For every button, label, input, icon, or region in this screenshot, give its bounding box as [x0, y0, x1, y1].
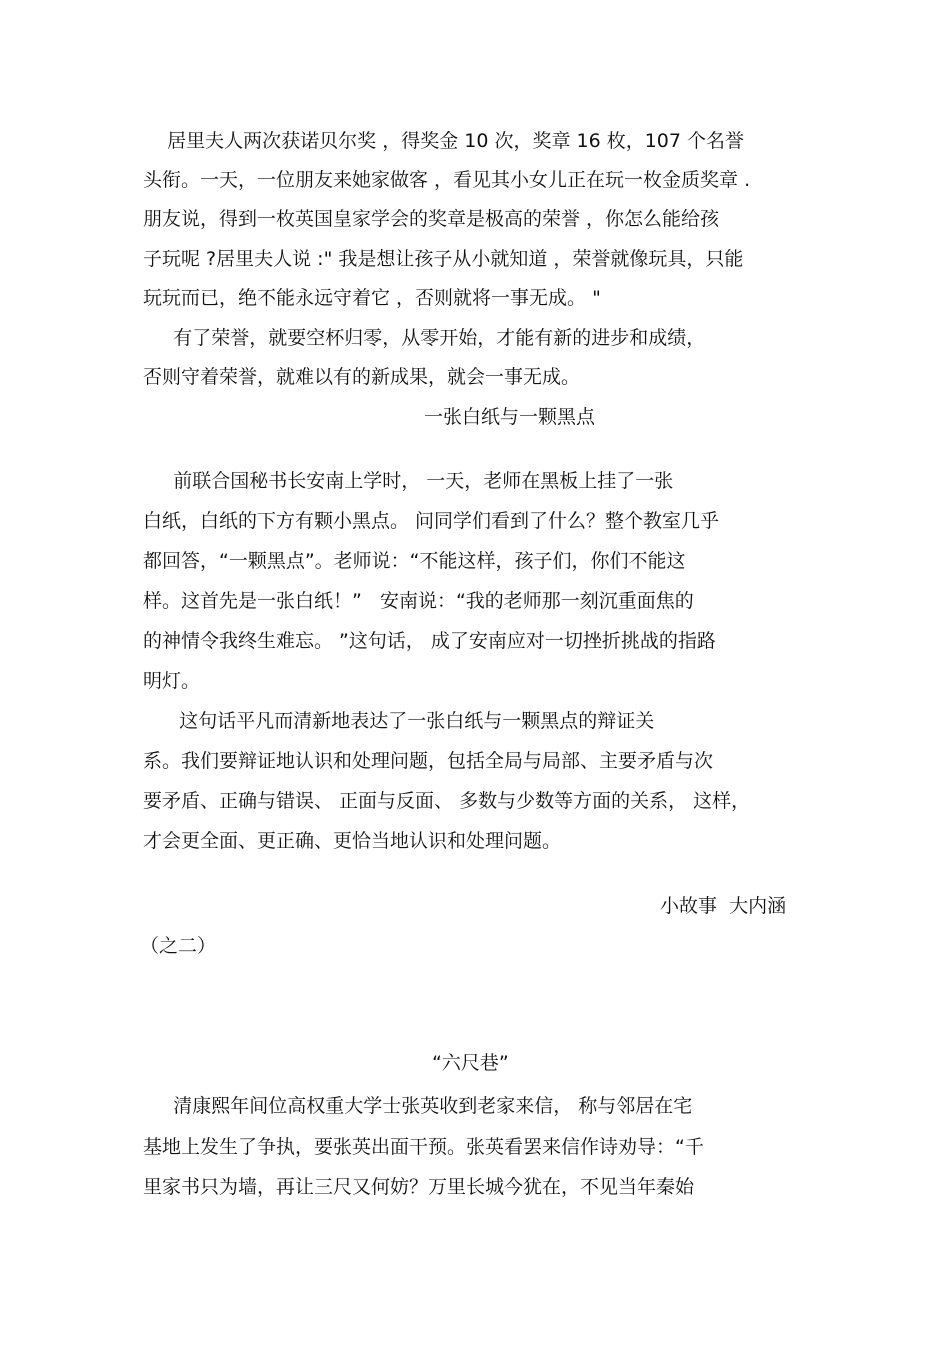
lane-story-title: “六尺巷”: [432, 1052, 509, 1074]
section-title: 小故事 大内涵: [660, 895, 787, 917]
section-subtitle: （之二）: [140, 935, 217, 957]
paper-comment-line: 才会更全面、更正确、更恰当地认识和处理问题。: [143, 830, 562, 852]
honor-story-line: 子玩呢 ?居里夫人说 :" 我是想让孩子从小就知道 ，荣誉就像玩具，只能: [143, 248, 744, 270]
honor-comment-line: 有了荣誉，就要空杯归零，从零开始，才能有新的进步和成绩，: [143, 327, 706, 349]
honor-story-line: 居里夫人两次获诺贝尔奖 ，得奖金 10 次，奖章 16 枚，107 个名誉: [143, 130, 745, 152]
honor-comment-line: 否则守着荣誉，就难以有的新成果，就会一事无成。: [143, 366, 581, 388]
paper-story-line: 白纸，白纸的下方有颗小黑点。 问同学们看到了什么？整个教室几乎: [143, 510, 720, 532]
paper-story-line: 前联合国秘书长安南上学时， 一天，老师在黑板上挂了一张: [143, 470, 674, 492]
paper-story-line: 的神情令我终生难忘。 ”这句话， 成了安南应对一切挫折挑战的指路: [143, 630, 716, 652]
honor-story-line: 玩玩而已，绝不能永远守着它 ，否则就将一事无成。 ": [143, 287, 601, 309]
paper-comment-line: 这句话平凡而清新地表达了一张白纸与一颗黑点的辩证关: [143, 710, 655, 732]
paper-story-title: 一张白纸与一颗黑点: [424, 406, 596, 428]
paper-comment-line: 系。我们要辩证地认识和处理问题，包括全局与局部、主要矛盾与次: [143, 750, 714, 772]
lane-story-line: 清康熙年间位高权重大学士张英收到老家来信， 称与邻居在宅: [143, 1095, 693, 1117]
honor-story-line: 头衔。一天，一位朋友来她家做客 ，看见其小女儿正在玩一枚金质奖章 .: [143, 169, 751, 191]
lane-story-line: 里家书只为墙，再让三尺又何妨？万里长城今犹在，不见当年秦始: [143, 1176, 695, 1198]
honor-story-line: 朋友说，得到一枚英国皇家学会的奖章是极高的荣誉 ，你怎么能给孩: [143, 208, 720, 230]
paper-story-line: 样。这首先是一张白纸！” 安南说：“我的老师那一刻沉重面焦的: [143, 590, 694, 612]
paper-comment-line: 要矛盾、正确与错误、 正面与反面、 多数与少数等方面的关系， 这样，: [143, 790, 751, 812]
paper-story-line: 都回答，“一颗黑点”。老师说：“不能这样，孩子们，你们不能这: [143, 550, 686, 572]
paper-story-line: 明灯。: [143, 670, 201, 692]
lane-story-line: 基地上发生了争执，要张英出面干预。张英看罢来信作诗劝导：“千: [143, 1136, 704, 1158]
